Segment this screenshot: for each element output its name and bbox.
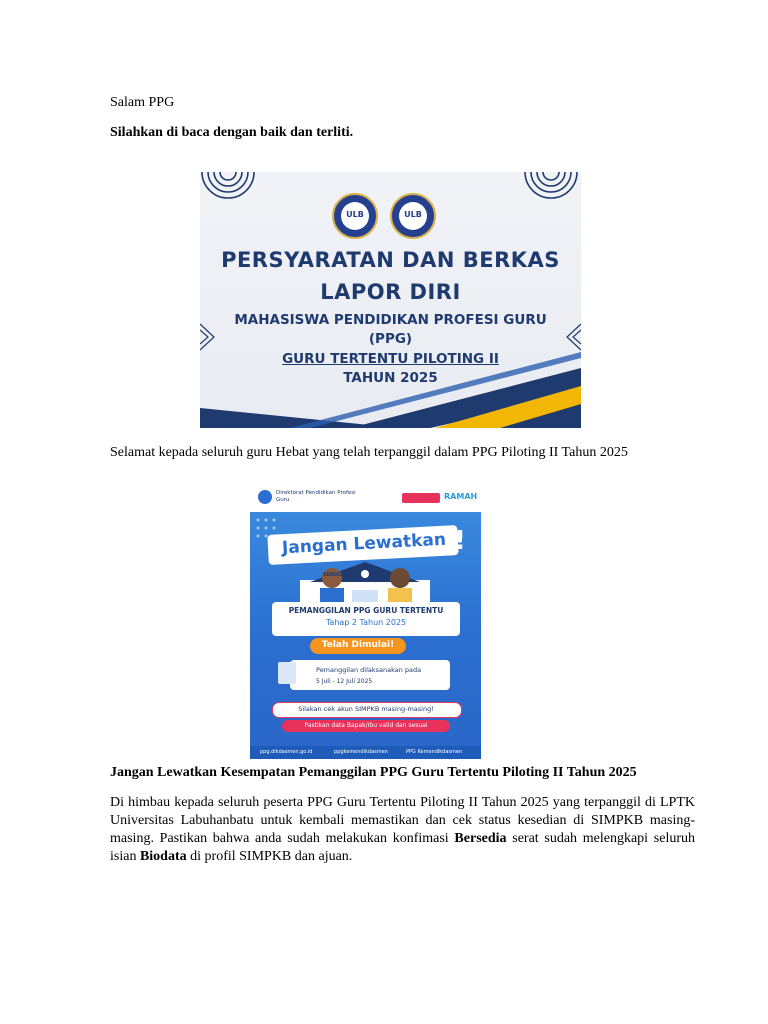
poster-period-line2: 5 Juli - 12 Juli 2025 <box>316 678 373 685</box>
requirements-banner-image <box>200 172 581 428</box>
poster-footer-social: ppgkemendikdasmen <box>334 749 388 755</box>
body-text-part1: Di himbau kepada seluruh peserta PPG Guru Tertentu Piloting II Tahun 2025 yang terpanggil di LPTK Universitas Labuhanbatu untuk kembali memastikan dan cek status kesedian di SIMPKB masing-masing. Pastikan bahwa anda sudah melakukan konfimasi <box>110 795 695 846</box>
poster-call-line1: PEMANGGILAN PPG GURU TERTENTU <box>288 606 444 615</box>
greeting-text: Salam PPG <box>110 95 175 110</box>
banner-gold-line1: GURU TERTENTU PILOTING II <box>282 351 499 367</box>
announcement-poster-image <box>250 484 481 759</box>
article-heading: Jangan Lewatkan Kesempatan Pemanggilan PPG Guru Tertentu Piloting II Tahun 2025 <box>110 765 637 780</box>
poster-period-line1: Pemanggilan dilaksanakan pada <box>316 666 422 674</box>
body-text-part2: serat sudah melengkapi seluruh isian <box>110 831 695 864</box>
calendar-icon <box>278 662 296 684</box>
poster-tag-text: RAMAH <box>444 492 478 501</box>
banner-gold-line2: TAHUN 2025 <box>343 370 438 386</box>
hashtag-badge-icon <box>402 493 440 503</box>
school-sign-text: SEKOLAH <box>322 572 350 578</box>
period-box <box>290 660 450 690</box>
ministry-logo-icon <box>258 490 272 504</box>
banner-title-line1: PERSYARATAN DAN BERKAS <box>221 248 560 272</box>
poster-footer-youtube: PPG Kemendikdasmen <box>406 749 463 755</box>
logo-left-text: ULB <box>346 210 364 219</box>
poster-headline: Jangan Lewatkan <box>281 529 447 559</box>
poster-check-text: Silakan cek akun SIMPKB masing-masing! <box>298 705 434 713</box>
poster-org-text: Direktorat Pendidikan Profesi Guru <box>276 490 356 503</box>
body-bold-bersedia: Bersedia <box>454 831 507 846</box>
logo-right-text: ULB <box>404 210 422 219</box>
poster-footer-website: ppg.dikdasmen.go.id <box>260 749 313 755</box>
article-body <box>110 794 695 866</box>
banner-title-line2: LAPOR DIRI <box>320 280 461 304</box>
exclamation-icon: ! <box>454 526 466 556</box>
body-text-part3: di profil SIMPKB dan ajuan. <box>186 849 353 864</box>
poster-call-line2: Tahap 2 Tahun 2025 <box>325 618 407 627</box>
poster-started-text: Telah Dimulai! <box>321 640 395 650</box>
congrats-text: Selamat kepada seluruh guru Hebat yang telah terpanggil dalam PPG Piloting II Tahun 2025 <box>110 445 628 460</box>
banner-sub-line1: MAHASISWA PENDIDIKAN PROFESI GURU <box>234 312 547 328</box>
instruction-text: Silahkan di baca dengan baik dan terliti. <box>110 125 354 140</box>
body-bold-biodata: Biodata <box>139 849 187 864</box>
poster-ensure-text: Pastikan data Bapak/Ibu valid dan sesuai <box>304 722 428 729</box>
banner-sub-line2: (PPG) <box>368 331 413 347</box>
